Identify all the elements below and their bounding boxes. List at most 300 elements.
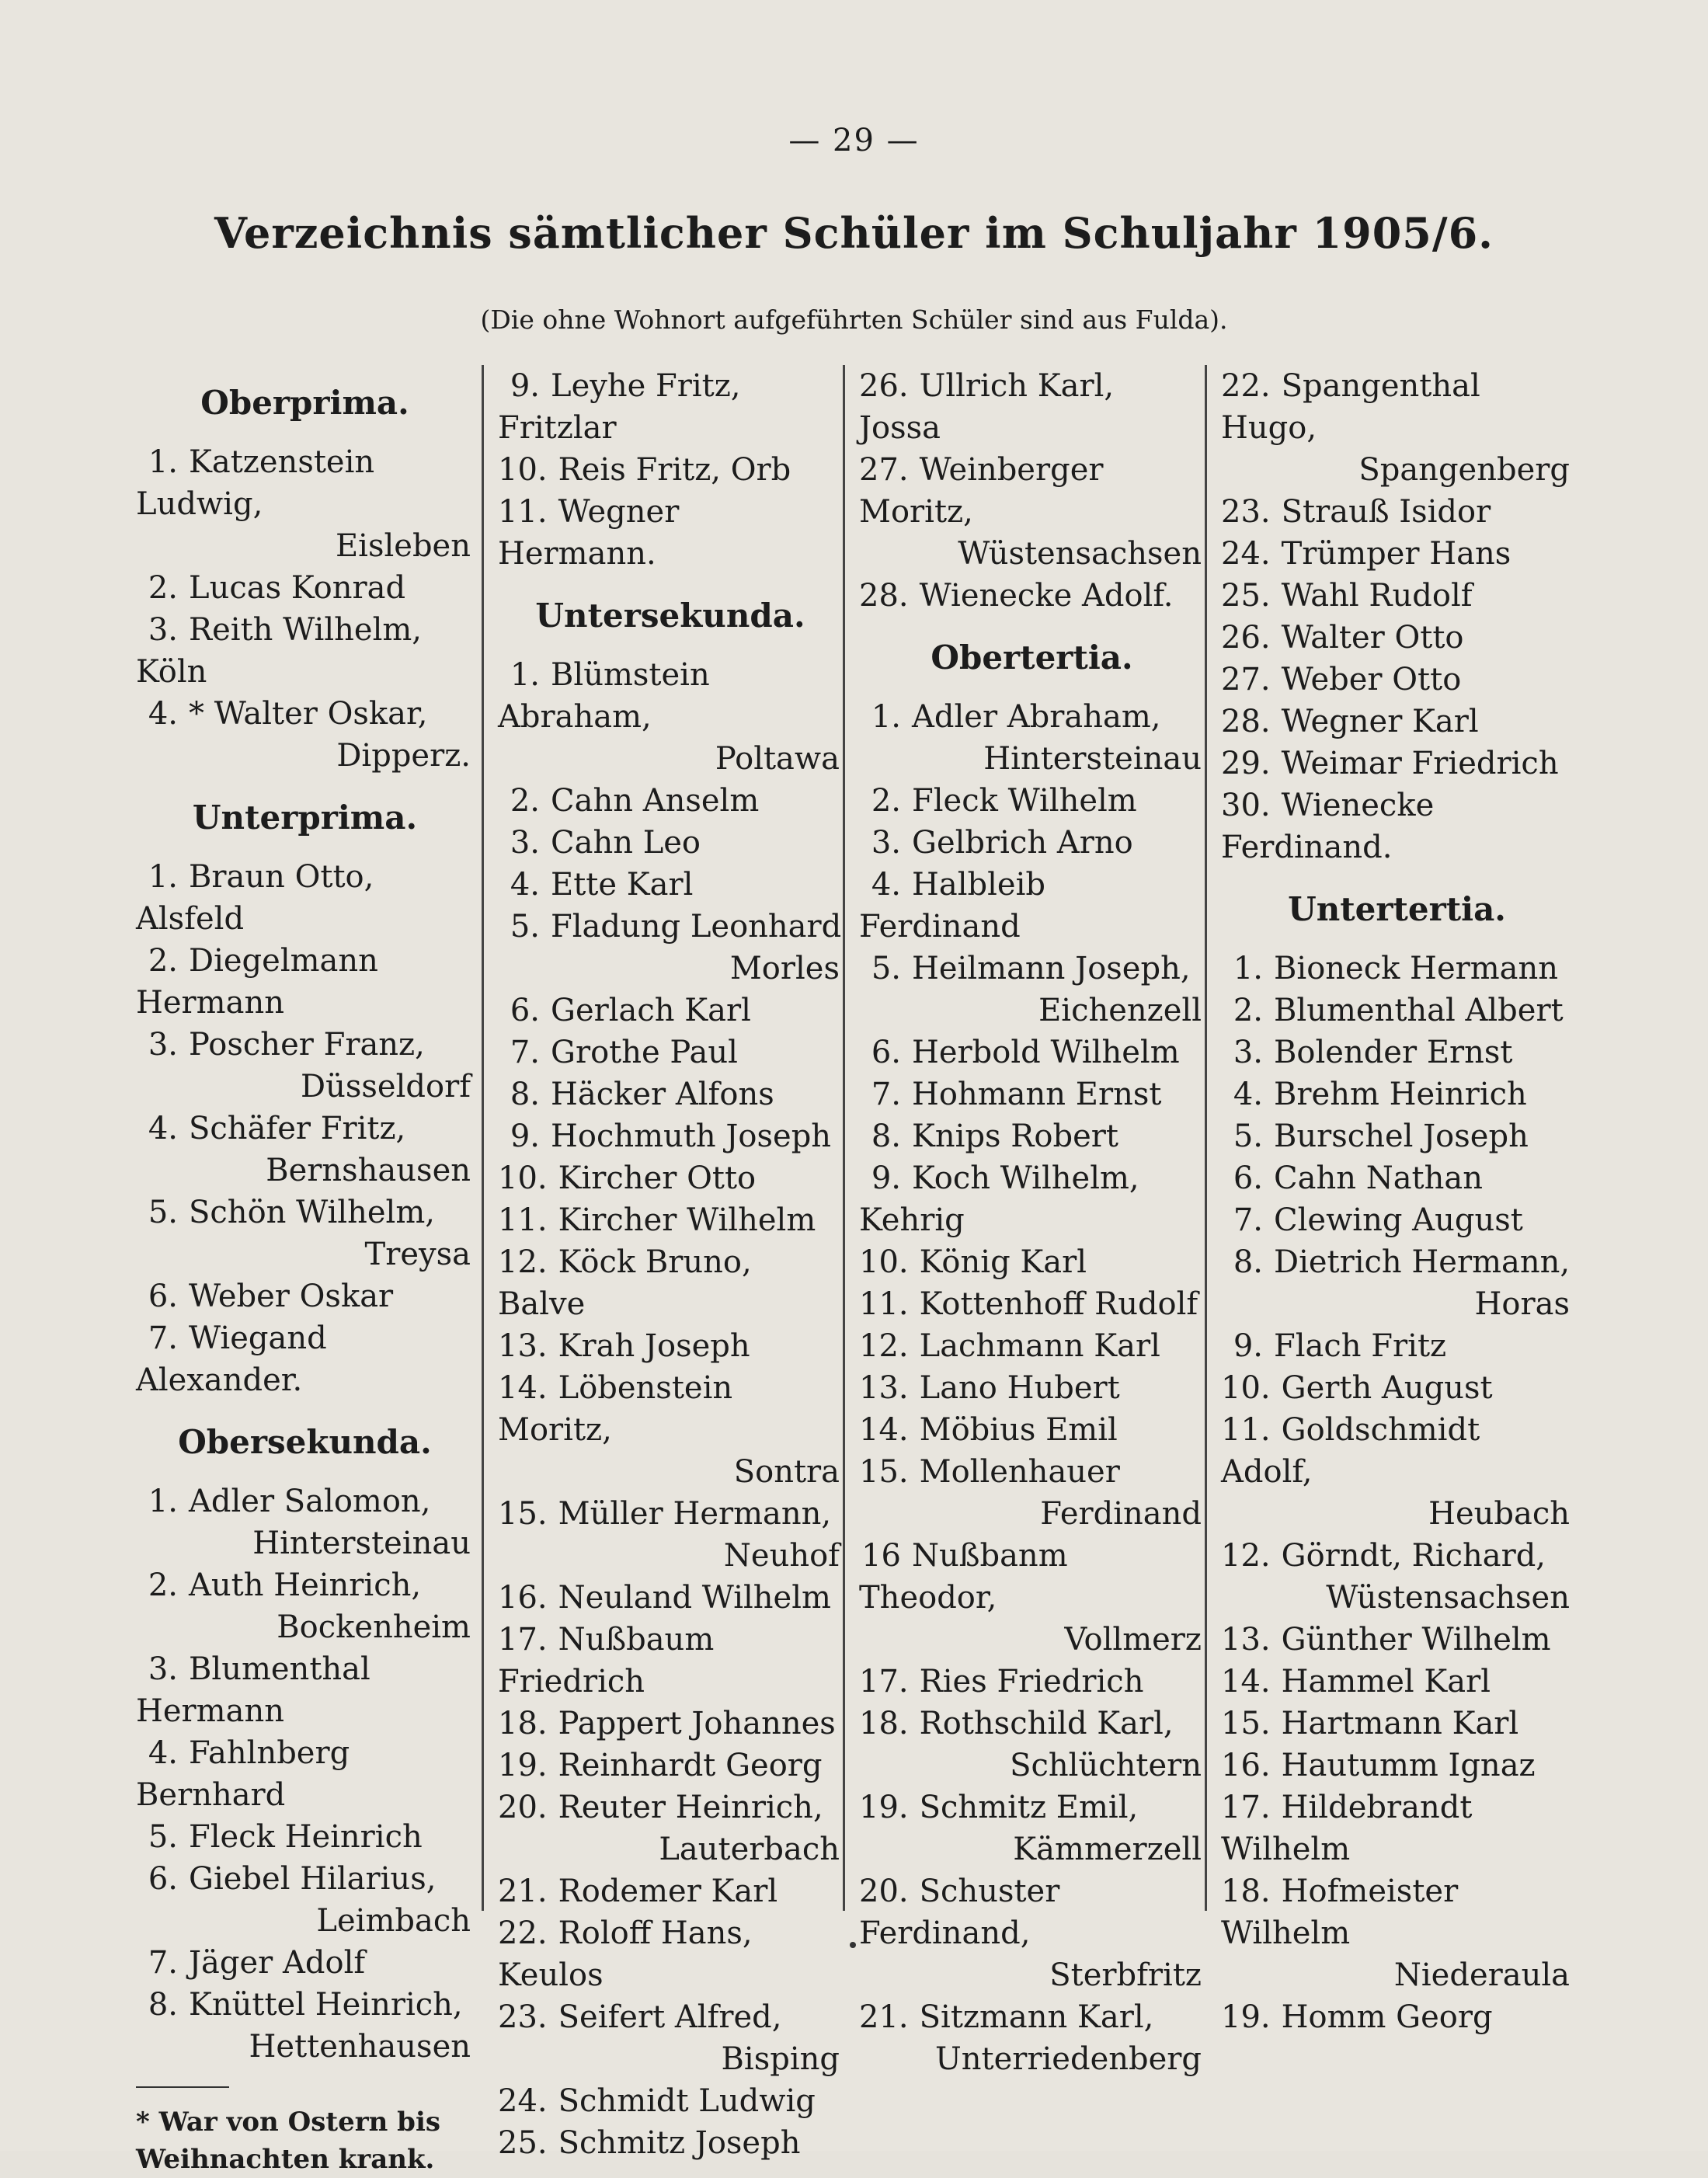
student-entry xyxy=(1221,1703,1573,1745)
entry-number: 26. xyxy=(1221,620,1271,656)
student-name: Neuland Wilhelm xyxy=(558,1580,831,1616)
student-entry xyxy=(859,1367,1205,1409)
student-entry xyxy=(136,567,474,609)
student-entry xyxy=(498,2080,843,2122)
student-hometown: Morles xyxy=(729,951,840,986)
column-1 xyxy=(136,365,482,2175)
student-name: Strauß Isidor xyxy=(1281,494,1491,530)
student-name: Möbius Emil xyxy=(919,1412,1118,1448)
student-entry xyxy=(498,1577,843,1619)
student-hometown: Heubach xyxy=(1428,1496,1570,1532)
entry-number: 8. xyxy=(510,1077,540,1112)
entry-number: 2. xyxy=(1233,993,1263,1028)
student-name: Müller Hermann, xyxy=(558,1496,832,1532)
entry-number: 4. xyxy=(1233,1077,1263,1112)
student-name: Gelbrich Arno xyxy=(912,825,1133,861)
student-hometown: Lauterbach xyxy=(659,1832,840,1867)
student-name: Schmitz Emil, xyxy=(919,1790,1139,1825)
student-entry xyxy=(1221,617,1573,659)
student-entry xyxy=(1221,1325,1573,1367)
student-entry xyxy=(1221,1745,1573,1787)
student-list xyxy=(136,365,1573,2175)
entry-number: 16. xyxy=(498,1580,548,1616)
entry-number: 3. xyxy=(510,825,540,861)
student-name: Ries Friedrich xyxy=(919,1664,1144,1700)
entry-number: 13. xyxy=(498,1328,548,1364)
student-name: Braun Otto, Alsfeld xyxy=(136,859,374,937)
student-entry xyxy=(1221,1157,1573,1199)
student-name: Fladung Leonhard xyxy=(551,909,842,945)
student-entry xyxy=(859,1032,1205,1073)
student-name: Kottenhoff Rudolf xyxy=(919,1286,1198,1322)
student-name: Ullrich Karl, Jossa xyxy=(859,368,1115,446)
student-entry xyxy=(1221,1661,1573,1703)
entry-number: 28. xyxy=(859,578,909,614)
student-name: Köck Bruno, Balve xyxy=(498,1244,752,1322)
student-name: Cahn Leo xyxy=(551,825,701,861)
entry-number: 27. xyxy=(1221,662,1271,698)
student-name: Reinhardt Georg xyxy=(558,1748,823,1783)
student-entry xyxy=(1221,1115,1573,1157)
student-hometown: Eichenzell xyxy=(1038,993,1202,1028)
student-name: Bioneck Hermann xyxy=(1274,951,1559,986)
student-entry xyxy=(136,1858,474,1900)
student-entry xyxy=(1221,948,1573,990)
student-entry xyxy=(859,696,1205,738)
student-name: Ette Karl xyxy=(551,867,694,903)
entry-number: 2. xyxy=(148,943,178,979)
student-entry xyxy=(136,1564,474,1606)
student-entry xyxy=(136,441,474,525)
entry-number: 1. xyxy=(148,859,178,895)
student-entry xyxy=(498,1996,843,2038)
student-name: Herbold Wilhelm xyxy=(912,1035,1180,1070)
entry-number: 15. xyxy=(859,1454,909,1490)
student-entry xyxy=(1221,365,1573,449)
student-name: Walter Otto xyxy=(1281,620,1464,656)
student-hometown: Niederaula xyxy=(1393,1957,1570,1993)
entry-number: 10. xyxy=(1221,1370,1271,1406)
entry-number: 19. xyxy=(1221,1999,1271,2035)
student-entry xyxy=(136,1816,474,1858)
entry-number: 16. xyxy=(1221,1748,1271,1783)
student-name: Weber Otto xyxy=(1281,662,1462,698)
student-entry xyxy=(498,1073,843,1115)
student-name: Mollenhauer xyxy=(919,1454,1120,1490)
student-entry xyxy=(1221,533,1573,575)
entry-number: 4. xyxy=(148,1111,178,1146)
student-entry xyxy=(498,906,843,948)
student-entry xyxy=(859,948,1205,990)
student-hometown: Ferdinand xyxy=(1040,1496,1202,1532)
entry-number: 6. xyxy=(1233,1160,1263,1196)
student-entry xyxy=(498,1367,843,1451)
student-name: Dietrich Hermann, xyxy=(1274,1244,1571,1280)
student-entry xyxy=(498,1199,843,1241)
student-name: Sitzmann Karl, xyxy=(919,1999,1154,2035)
student-name: Weimar Friedrich xyxy=(1281,746,1559,781)
student-hometown: Dipperz. xyxy=(336,738,471,774)
student-name: Knüttel Heinrich, xyxy=(189,1987,463,2023)
entry-number: 1. xyxy=(871,699,901,735)
student-name: Krah Joseph xyxy=(558,1328,750,1364)
student-name: Koch Wilhelm, Kehrig xyxy=(859,1160,1139,1238)
entry-number: 21. xyxy=(498,1874,548,1909)
entry-number: 29. xyxy=(1221,746,1271,781)
entry-number: 3. xyxy=(148,1027,178,1063)
student-hometown: Düsseldorf xyxy=(301,1069,471,1105)
student-name: Hochmuth Joseph xyxy=(551,1119,832,1154)
student-entry xyxy=(498,1619,843,1703)
student-name: Halbleib Ferdinand xyxy=(859,867,1045,945)
student-entry xyxy=(1221,701,1573,743)
student-entry xyxy=(859,1283,1205,1325)
student-name: Trümper Hans xyxy=(1281,536,1511,572)
student-entry xyxy=(859,365,1205,449)
student-entry xyxy=(498,1745,843,1787)
student-hometown: Bisping xyxy=(721,2041,840,2077)
student-name: König Karl xyxy=(919,1244,1087,1280)
student-name: Seifert Alfred, xyxy=(558,1999,782,2035)
entry-number: 22. xyxy=(1221,368,1271,404)
entry-number: 2. xyxy=(871,783,901,819)
student-name: Cahn Nathan xyxy=(1274,1160,1483,1196)
student-name: * Walter Oskar, xyxy=(189,696,428,732)
student-name: Lano Hubert xyxy=(919,1370,1120,1406)
student-name: Blümstein Abraham, xyxy=(498,657,710,735)
student-name: Görndt, Richard, xyxy=(1281,1538,1546,1574)
student-entry xyxy=(1221,1367,1573,1409)
student-hometown: Hettenhausen xyxy=(249,2029,471,2065)
student-entry xyxy=(498,1870,843,1912)
student-entry xyxy=(1221,1787,1573,1870)
student-hometown: Kämmerzell xyxy=(1013,1832,1202,1867)
column-4 xyxy=(1205,365,1573,2035)
student-name: Hartmann Karl xyxy=(1281,1706,1519,1741)
entry-number: 21. xyxy=(859,1999,909,2035)
entry-number: 13. xyxy=(859,1370,909,1406)
student-entry xyxy=(136,693,474,735)
student-name: Schäfer Fritz, xyxy=(189,1111,406,1146)
student-name: Schuster Ferdinand, xyxy=(859,1874,1060,1951)
student-name: Reuter Heinrich, xyxy=(558,1790,823,1825)
student-entry xyxy=(859,449,1205,533)
student-hometown: Horas xyxy=(1474,1286,1570,1322)
student-entry xyxy=(859,1996,1205,2038)
entry-number: 18. xyxy=(1221,1874,1271,1909)
entry-number: 8. xyxy=(871,1119,901,1154)
entry-number: 4. xyxy=(510,867,540,903)
entry-number: 9. xyxy=(510,1119,540,1154)
student-name: Fleck Heinrich xyxy=(189,1819,423,1855)
entry-number: 14. xyxy=(498,1370,548,1406)
entry-number: 11. xyxy=(498,1202,548,1238)
entry-number: 6. xyxy=(510,993,540,1028)
student-name: Reith Wilhelm, Köln xyxy=(136,612,422,690)
entry-number: 5. xyxy=(148,1819,178,1855)
student-entry xyxy=(859,1157,1205,1241)
entry-number: 25. xyxy=(498,2125,548,2161)
student-entry xyxy=(1221,1619,1573,1661)
student-name: Burschel Joseph xyxy=(1274,1119,1529,1154)
student-name: Weinberger Moritz, xyxy=(859,452,1104,530)
entry-number: 6. xyxy=(871,1035,901,1070)
entry-number: 16 xyxy=(861,1538,901,1574)
entry-number: 18. xyxy=(859,1706,909,1741)
student-entry xyxy=(498,1157,843,1199)
student-name: Hohmann Ernst xyxy=(912,1077,1162,1112)
student-hometown: Spangenberg xyxy=(1358,452,1570,488)
student-name: Adler Abraham, xyxy=(912,699,1161,735)
student-entry xyxy=(1221,1870,1573,1954)
student-entry xyxy=(136,1942,474,1984)
student-name: Kircher Otto xyxy=(558,1160,757,1196)
student-name: Nußbanm Theodor, xyxy=(859,1538,1068,1616)
student-name: Hammel Karl xyxy=(1281,1664,1491,1700)
student-name: Häcker Alfons xyxy=(551,1077,774,1112)
entry-number: 23. xyxy=(1221,494,1271,530)
entry-number: 11. xyxy=(1221,1412,1271,1448)
student-entry xyxy=(498,1493,843,1535)
student-entry xyxy=(859,780,1205,822)
student-name: Fleck Wilhelm xyxy=(912,783,1137,819)
student-entry xyxy=(1221,1073,1573,1115)
entry-number: 19. xyxy=(498,1748,548,1783)
entry-number: 3. xyxy=(1233,1035,1263,1070)
student-name: Goldschmidt Adolf, xyxy=(1221,1412,1480,1490)
student-name: Knips Robert xyxy=(912,1119,1118,1154)
student-entry xyxy=(859,1241,1205,1283)
student-entry xyxy=(1221,785,1573,868)
class-heading: Obertertia. xyxy=(931,638,1133,677)
student-name: Diegelmann Hermann xyxy=(136,943,378,1021)
entry-number: 28. xyxy=(1221,704,1271,739)
student-entry xyxy=(1221,1409,1573,1493)
student-name: Wegner Karl xyxy=(1281,704,1479,739)
student-name: Lucas Konrad xyxy=(189,570,406,606)
student-name: Brehm Heinrich xyxy=(1274,1077,1527,1112)
student-entry xyxy=(859,1115,1205,1157)
student-name: Schön Wilhelm, xyxy=(189,1195,435,1230)
student-hometown: Vollmerz xyxy=(1064,1622,1202,1658)
entry-number: 12. xyxy=(1221,1538,1271,1574)
student-entry xyxy=(859,1409,1205,1451)
student-entry xyxy=(136,1192,474,1233)
entry-number: 7. xyxy=(1233,1202,1263,1238)
student-entry xyxy=(498,365,843,449)
student-name: Cahn Anselm xyxy=(551,783,760,819)
student-entry xyxy=(1221,659,1573,701)
student-name: Löbenstein Moritz, xyxy=(498,1370,733,1448)
student-name: Weber Oskar xyxy=(189,1279,394,1314)
class-heading: Untertertia. xyxy=(1288,890,1506,928)
entry-number: 19. xyxy=(859,1790,909,1825)
student-entry xyxy=(498,449,843,491)
entry-number: 30. xyxy=(1221,788,1271,823)
student-entry xyxy=(859,1325,1205,1367)
entry-number: 11. xyxy=(498,494,548,530)
student-entry xyxy=(136,1480,474,1522)
ink-dot xyxy=(850,1942,856,1948)
student-entry xyxy=(1221,575,1573,617)
student-hometown: Unterriedenberg xyxy=(935,2041,1202,2077)
entry-number: 2. xyxy=(148,1567,178,1603)
student-name: Blumenthal Albert xyxy=(1274,993,1564,1028)
student-name: Wienecke Ferdinand. xyxy=(1221,788,1435,865)
student-entry xyxy=(498,1912,843,1996)
entry-number: 11. xyxy=(859,1286,909,1322)
student-entry xyxy=(136,856,474,940)
entry-number: 27. xyxy=(859,452,909,488)
student-entry xyxy=(498,2122,843,2164)
entry-number: 15. xyxy=(498,1496,548,1532)
student-name: Roloff Hans, Keulos xyxy=(498,1915,753,1993)
student-entry xyxy=(498,822,843,864)
student-name: Bolender Ernst xyxy=(1274,1035,1513,1070)
student-name: Grothe Paul xyxy=(551,1035,738,1070)
student-entry xyxy=(1221,1199,1573,1241)
student-entry xyxy=(498,1325,843,1367)
student-entry xyxy=(859,822,1205,864)
student-hometown: Schlüchtern xyxy=(1010,1748,1202,1783)
entry-number: 12. xyxy=(859,1328,909,1364)
student-name: Fahlnberg Bernhard xyxy=(136,1735,350,1813)
student-name: Giebel Hilarius, xyxy=(189,1861,437,1897)
class-heading: Untersekunda. xyxy=(535,597,805,635)
student-name: Leyhe Fritz, Fritzlar xyxy=(498,368,741,446)
student-name: Hildebrandt Wilhelm xyxy=(1221,1790,1473,1867)
entry-number: 10. xyxy=(859,1244,909,1280)
entry-number: 6. xyxy=(148,1279,178,1314)
entry-number: 7. xyxy=(148,1945,178,1981)
student-entry xyxy=(498,1787,843,1828)
student-name: Wegner Hermann. xyxy=(498,494,680,572)
page-number: — 29 — xyxy=(788,123,920,158)
student-entry xyxy=(859,1535,1205,1619)
entry-number: 1. xyxy=(148,444,178,480)
student-entry xyxy=(136,1275,474,1317)
entry-number: 9. xyxy=(871,1160,901,1196)
student-name: Nußbaum Friedrich xyxy=(498,1622,715,1700)
entry-number: 13. xyxy=(1221,1622,1271,1658)
entry-number: 17. xyxy=(1221,1790,1271,1825)
entry-number: 24. xyxy=(1221,536,1271,572)
student-name: Kircher Wilhelm xyxy=(558,1202,816,1238)
page-title: Verzeichnis sämtlicher Schüler im Schuljahr 1905/6. xyxy=(214,208,1494,258)
student-entry xyxy=(859,1451,1205,1493)
entry-number: 4. xyxy=(871,867,901,903)
student-hometown: Wüstensachsen xyxy=(958,536,1202,572)
entry-number: 4. xyxy=(148,1735,178,1771)
footnote: * War von Ostern bis Weihnachten krank. xyxy=(136,2107,441,2175)
entry-number: 18. xyxy=(498,1706,548,1741)
student-name: Jäger Adolf xyxy=(189,1945,366,1981)
student-entry xyxy=(136,609,474,693)
entry-number: 17. xyxy=(859,1664,909,1700)
student-name: Rodemer Karl xyxy=(558,1874,778,1909)
student-entry xyxy=(498,864,843,906)
student-entry xyxy=(136,1024,474,1066)
student-name: Hofmeister Wilhelm xyxy=(1221,1874,1459,1951)
student-entry xyxy=(1221,1241,1573,1283)
student-entry xyxy=(498,1241,843,1325)
entry-number: 5. xyxy=(510,909,540,945)
student-entry xyxy=(498,654,843,738)
entry-number: 10. xyxy=(498,452,548,488)
student-name: Adler Salomon, xyxy=(189,1484,431,1519)
student-entry xyxy=(1221,990,1573,1032)
entry-number: 8. xyxy=(148,1987,178,2023)
student-entry xyxy=(498,990,843,1032)
student-entry xyxy=(136,1732,474,1816)
student-entry xyxy=(498,1703,843,1745)
student-name: Clewing August xyxy=(1274,1202,1523,1238)
student-hometown: Treysa xyxy=(364,1237,471,1272)
entry-number: 3. xyxy=(871,825,901,861)
student-name: Wienecke Adolf. xyxy=(919,578,1174,614)
student-name: Auth Heinrich, xyxy=(189,1567,422,1603)
student-hometown: Hintersteinau xyxy=(983,741,1202,777)
student-name: Wiegand Alexander. xyxy=(136,1320,327,1398)
entry-number: 24. xyxy=(498,2083,548,2119)
entry-number: 1. xyxy=(148,1484,178,1519)
student-name: Flach Fritz xyxy=(1274,1328,1447,1364)
entry-number: 15. xyxy=(1221,1706,1271,1741)
student-name: Günther Wilhelm xyxy=(1281,1622,1551,1658)
entry-number: 14. xyxy=(859,1412,909,1448)
student-entry xyxy=(498,1032,843,1073)
entry-number: 3. xyxy=(148,612,178,648)
student-hometown: Eisleben xyxy=(335,528,471,564)
student-entry xyxy=(1221,1032,1573,1073)
student-name: Gerth August xyxy=(1281,1370,1493,1406)
student-name: Schmidt Ludwig xyxy=(558,2083,816,2119)
entry-number: 9. xyxy=(1233,1328,1263,1364)
entry-number: 5. xyxy=(1233,1119,1263,1154)
entry-number: 1. xyxy=(1233,951,1263,986)
student-hometown: Sontra xyxy=(733,1454,840,1490)
student-name: Wahl Rudolf xyxy=(1281,578,1473,614)
student-entry xyxy=(498,1115,843,1157)
student-hometown: Poltawa xyxy=(715,741,840,777)
student-name: Spangenthal Hugo, xyxy=(1221,368,1480,446)
student-hometown: Neuhof xyxy=(723,1538,840,1574)
student-name: Reis Fritz, Orb xyxy=(558,452,791,488)
student-entry xyxy=(136,1108,474,1150)
student-hometown: Bockenheim xyxy=(277,1609,471,1645)
entry-number: 7. xyxy=(510,1035,540,1070)
student-entry xyxy=(136,940,474,1024)
entry-number: 14. xyxy=(1221,1664,1271,1700)
page-subtitle: (Die ohne Wohnort aufgeführten Schüler sind aus Fulda). xyxy=(480,304,1228,335)
student-hometown: Hintersteinau xyxy=(252,1526,471,1561)
entry-number: 17. xyxy=(498,1622,548,1658)
student-entry xyxy=(136,1984,474,2026)
entry-number: 7. xyxy=(148,1320,178,1356)
student-name: Heilmann Joseph, xyxy=(912,951,1191,986)
student-entry xyxy=(859,575,1205,617)
entry-number: 2. xyxy=(510,783,540,819)
entry-number: 5. xyxy=(871,951,901,986)
entry-number: 2. xyxy=(148,570,178,606)
entry-number: 20. xyxy=(859,1874,909,1909)
entry-number: 22. xyxy=(498,1915,548,1951)
student-entry xyxy=(1221,743,1573,785)
entry-number: 8. xyxy=(1233,1244,1263,1280)
student-entry xyxy=(859,1870,1205,1954)
student-hometown: Sterbfritz xyxy=(1049,1957,1202,1993)
student-entry xyxy=(859,1787,1205,1828)
